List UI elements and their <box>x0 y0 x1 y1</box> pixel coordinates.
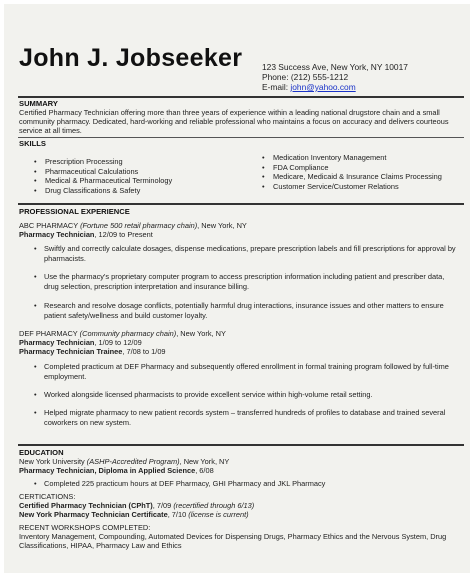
school-line: New York University (ASHP-Accredited Program), New York, NY <box>19 457 230 466</box>
job-employer: ABC PHARMACY (Fortune 500 retail pharmacy chain), New York, NY <box>19 221 247 230</box>
job-bullet: • Helped migrate pharmacy to new patient records system – transferred hundreds of profiles to database and trained several coworkers on new system. <box>34 408 459 427</box>
experience-heading: PROFESSIONAL EXPERIENCE <box>19 207 130 216</box>
job-bullet: • Use the pharmacy's proprietary computer program to access prescription information including patient and prescriber data, drug selection, prescription interpretation and insurance billing. <box>34 272 459 291</box>
certifications-label: CERTICATIONS: <box>19 492 76 501</box>
email-line <box>262 82 408 92</box>
summary-heading: SUMMARY <box>19 99 58 108</box>
job-role: Pharmacy Technician Trainee, 7/08 to 1/09 <box>19 347 166 356</box>
skill-item: • Medical & Pharmaceutical Terminology <box>34 176 172 186</box>
certification-line: New York Pharmacy Technician Certificate, 7/10 (license is current) <box>19 510 249 519</box>
skill-item: • Prescription Processing <box>34 157 172 167</box>
skills-divider <box>18 137 464 138</box>
skills-list-right <box>262 153 442 191</box>
skills-heading: SKILLS <box>19 139 47 148</box>
workshops-label: RECENT WORKSHOPS COMPLETED: <box>19 523 151 532</box>
experience-divider <box>18 203 464 205</box>
skill-item: • Drug Classifications & Safety <box>34 186 172 196</box>
skill-item: • Pharmaceutical Calculations <box>34 167 172 177</box>
contact-block <box>262 62 408 92</box>
skill-item: • Medicare, Medicaid & Insurance Claims Processing <box>262 172 442 182</box>
certification-line: Certified Pharmacy Technician (CPhT), 7/09 (recertified through 6/13) <box>19 501 255 510</box>
job-bullet: • Swiftly and correctly calculate dosages, dispense medications, prepare prescription labels and fill prescriptions for approval by pharmacists. <box>34 244 459 263</box>
education-bullet: • Completed 225 practicum hours at DEF Pharmacy, GHI Pharmacy and JKL Pharmacy <box>34 479 459 489</box>
summary-text: Certified Pharmacy Technician offering more than three years of experience within a leading national drugstore chain and a small community pharmacy. Dedicated, hard-working and reliable professional who maintains a focus on accuracy and delivers courteous service at all times. <box>19 108 449 136</box>
skill-item: • Medication Inventory Management <box>262 153 442 163</box>
address: 123 Success Ave, New York, NY 10017 <box>262 62 408 72</box>
education-heading: EDUCATION <box>19 448 64 457</box>
resume-page <box>4 4 470 573</box>
degree-line: Pharmacy Technician, Diploma in Applied Science, 6/08 <box>19 466 214 475</box>
skill-item: • Customer Service/Customer Relations <box>262 182 442 192</box>
job-employer: DEF PHARMACY (Community pharmacy chain), New York, NY <box>19 329 226 338</box>
phone: Phone: (212) 555-1212 <box>262 72 349 82</box>
summary-divider <box>18 96 464 98</box>
job-bullet: • Research and resolve dosage conflicts, potentially harmful drug interactions, insurance issues and other matters to ensure patient safety/wellness and build customer loyalty. <box>34 301 459 320</box>
email-label: E-mail: <box>262 82 291 92</box>
applicant-name: John J. Jobseeker <box>19 44 243 72</box>
email-link[interactable]: john@yahoo.com <box>290 82 356 92</box>
job-role: Pharmacy Technician, 12/09 to Present <box>19 230 153 239</box>
education-divider <box>18 444 464 446</box>
job-role: Pharmacy Technician, 1/09 to 12/09 <box>19 338 142 347</box>
skills-list-left <box>34 157 172 195</box>
workshops-text: Inventory Management, Compounding, Automated Devices for Dispensing Drugs, Pharmacy Ethics and the Nervous System, Drug Classifications, HIPAA, Pharmacy Law and Ethics <box>19 532 447 551</box>
job-bullet: • Completed practicum at DEF Pharmacy and subsequently offered enrollment in formal training program followed by full-time employment. <box>34 362 459 381</box>
job-bullet: • Worked alongside licensed pharmacists to provide excellent service within high-volume retail setting. <box>34 390 459 400</box>
skill-item: • FDA Compliance <box>262 163 442 173</box>
